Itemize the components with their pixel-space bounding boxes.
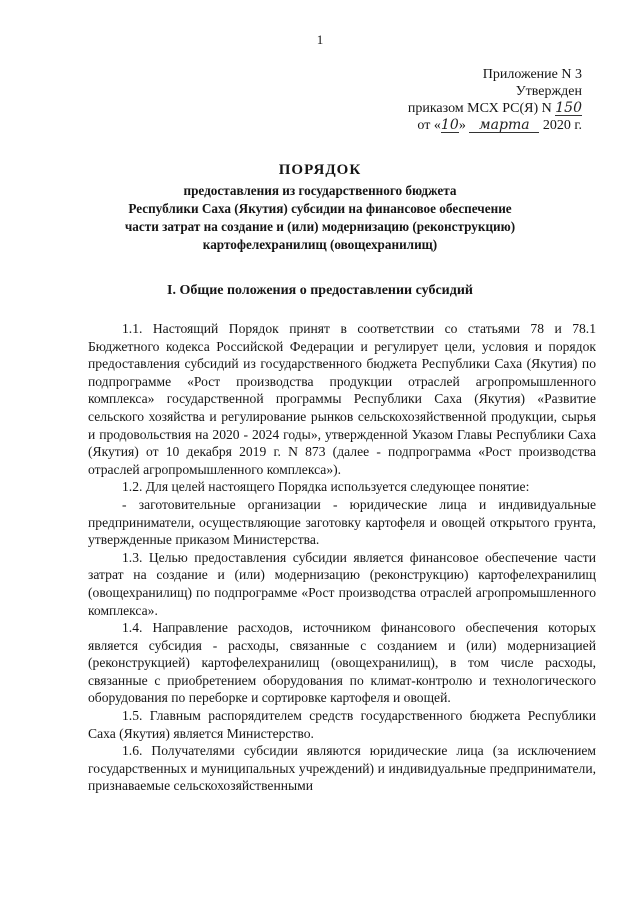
document-title: ПОРЯДОК xyxy=(278,162,362,178)
date-month-handwritten: марта xyxy=(469,118,539,133)
subtitle-line: части затрат на создание и (или) модернизацию (реконструкцию) xyxy=(124,219,516,234)
paragraph-1-5: 1.5. Главным распорядителем средств государственного бюджета Республики Саха (Якутия) является Министерство. xyxy=(88,708,596,741)
paragraph-definition: - заготовительные организации - юридические лица и индивидуальные предприниматели, осуществляющие заготовку картофеля и овощей открытого грунта, утвержденные приказом Министерства. xyxy=(88,496,596,548)
paragraph-1-1: 1.1. Настоящий Порядок принят в соответствии со статьями 78 и 78.1 Бюджетного кодекса Российской Федерации и регулирует цели, условия и порядок предоставления субсидий из государственного бюджета Республики Саха (Якутия) по подпрограмме «Рост производства продукции отраслей агропромышленного комплекса» государственной программы Республики Саха (Якутия) «Развитие сельского хозяйства и регулирование рынков сельскохозяйственной продукции, сырья и продовольствия на 2020 - 2024 годы», утвержденной Указом Главы Республики Саха (Якутия) от 10 декабря 2019 г. N 873 (далее - подпрограмма «Рост производства отраслей агропромышленного комплекса»). xyxy=(88,321,596,477)
paragraph-1-4: 1.4. Направление расходов, источником финансового обеспечения которых является субсидия - расходы, связанные с созданием и (или) модернизацией (реконструкцией) картофелехранилищ (овощехранилищ), в том числе расходы, связанные с приобретением оборудования по климат-контролю и технологического оборудования по переборке и сортировке картофеля и овощей. xyxy=(88,620,596,706)
paragraph-1-3: 1.3. Целью предоставления субсидии является финансовое обеспечение части затрат на создание и (или) модернизацию (реконструкцию) картофелехранилищ (овощехранилищ) по подпрограмме «Рост производства отраслей агропромышленного комплекса». xyxy=(88,549,596,618)
section-heading: I. Общие положения о предоставлении субсидий xyxy=(167,283,473,298)
appendix-approval-block xyxy=(408,66,582,134)
paragraph-1-2: 1.2. Для целей настоящего Порядка используется следующее понятие: xyxy=(122,479,530,495)
order-prefix: приказом МСХ РС(Я) N xyxy=(407,101,552,116)
date-suffix: 2020 г. xyxy=(539,118,582,133)
appendix-line: Приложение N 3 xyxy=(482,67,582,82)
paragraph-1-6: 1.6. Получателями субсидии являются юридические лица (за исключением государственных и муниципальных учреждений) и индивидуальные предприниматели, признаваемые сельскохозяйственными xyxy=(88,743,596,794)
date-line xyxy=(408,117,582,134)
approved-line: Утвержден xyxy=(515,84,582,99)
order-line xyxy=(408,100,582,117)
date-prefix: от « xyxy=(417,118,441,133)
order-number-handwritten: 150 xyxy=(555,100,582,116)
date-mid: » xyxy=(458,118,470,133)
subtitle-line: предоставления из государственного бюджета xyxy=(183,183,457,198)
document-body xyxy=(88,320,596,795)
date-day-handwritten: 10 xyxy=(440,117,459,133)
subtitle-line: картофелехранилищ (овощехранилищ) xyxy=(202,237,438,252)
page-number: 1 xyxy=(316,32,324,47)
document-subtitle xyxy=(70,182,570,254)
subtitle-line: Республики Саха (Якутия) субсидии на финансовое обеспечение xyxy=(128,201,512,216)
